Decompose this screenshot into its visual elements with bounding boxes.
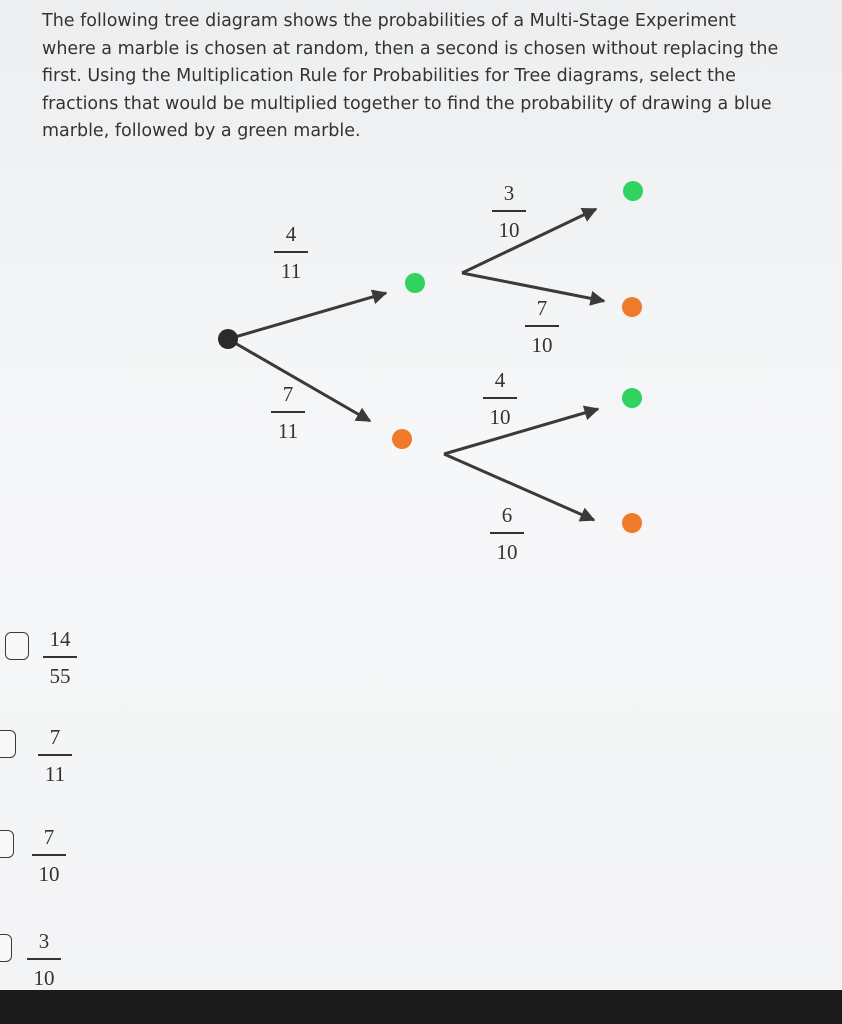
- numerator: 3: [38, 929, 50, 953]
- choice-checkbox[interactable]: [0, 730, 16, 758]
- denominator: 55: [49, 663, 71, 688]
- denominator: 10: [33, 965, 55, 990]
- numerator: 6: [501, 503, 513, 527]
- denominator: 10: [496, 539, 518, 564]
- fraction-bar: [271, 411, 305, 413]
- numerator: 7: [43, 825, 55, 849]
- numerator: 4: [285, 222, 297, 246]
- choice-checkbox[interactable]: [5, 632, 29, 660]
- fraction-bar: [27, 958, 61, 960]
- branch-first-green: [228, 293, 386, 339]
- fraction-bar: [483, 397, 517, 399]
- choice-checkbox[interactable]: [0, 934, 12, 962]
- numerator: 7: [282, 382, 294, 406]
- choice-option[interactable]: [0, 926, 120, 996]
- denominator: 11: [44, 761, 66, 786]
- denominator: 11: [277, 418, 299, 443]
- orange-marble-node: [392, 429, 412, 449]
- fraction-bar: [525, 325, 559, 327]
- green-marble-node: [405, 273, 425, 293]
- choice-option[interactable]: [0, 822, 120, 892]
- fraction-bar: [43, 656, 77, 658]
- numerator: 14: [49, 627, 71, 651]
- orange-green-outcome: [622, 388, 642, 408]
- denominator: 10: [38, 861, 60, 886]
- choice-option[interactable]: [0, 722, 120, 792]
- numerator: 7: [536, 296, 548, 320]
- choice-fraction: [32, 627, 88, 688]
- fraction-bar: [32, 854, 66, 856]
- screen-bezel: [0, 990, 842, 1024]
- choice-checkbox[interactable]: [0, 830, 14, 858]
- fraction-bar: [492, 210, 526, 212]
- denominator: 10: [498, 217, 520, 242]
- fraction-bar: [38, 754, 72, 756]
- question-line: The following tree diagram shows the probabilities of a Multi-Stage Experiment: [42, 11, 737, 31]
- green-orange-outcome: [622, 297, 642, 317]
- denominator: 11: [280, 258, 302, 283]
- prob-green-green: [481, 181, 537, 242]
- numerator: 3: [503, 181, 515, 205]
- prob-first-green: [263, 222, 319, 283]
- numerator: 7: [49, 725, 61, 749]
- green-green-outcome: [623, 181, 643, 201]
- orange-orange-outcome: [622, 513, 642, 533]
- choice-fraction: [21, 825, 77, 886]
- question-line: where a marble is chosen at random, then a second is chosen without replacing the: [42, 38, 779, 59]
- prob-orange-green: [472, 368, 528, 429]
- fraction-bar: [490, 532, 524, 534]
- choice-fraction: [27, 725, 83, 786]
- choice-option[interactable]: [0, 624, 120, 694]
- choice-fraction: [16, 929, 72, 990]
- prob-orange-orange: [479, 503, 535, 564]
- prob-green-orange: [514, 296, 570, 357]
- denominator: 10: [489, 404, 511, 429]
- fraction-bar: [274, 251, 308, 253]
- root-node: [218, 329, 238, 349]
- prob-first-orange: [260, 382, 316, 443]
- question-line: fractions that would be multiplied together to find the probability of drawing a blue: [42, 93, 772, 114]
- question-line: marble, followed by a green marble.: [42, 121, 361, 141]
- question-line: first. Using the Multiplication Rule for Probabilities for Tree diagrams, select the: [42, 66, 736, 86]
- numerator: 4: [494, 368, 506, 392]
- denominator: 10: [531, 332, 553, 357]
